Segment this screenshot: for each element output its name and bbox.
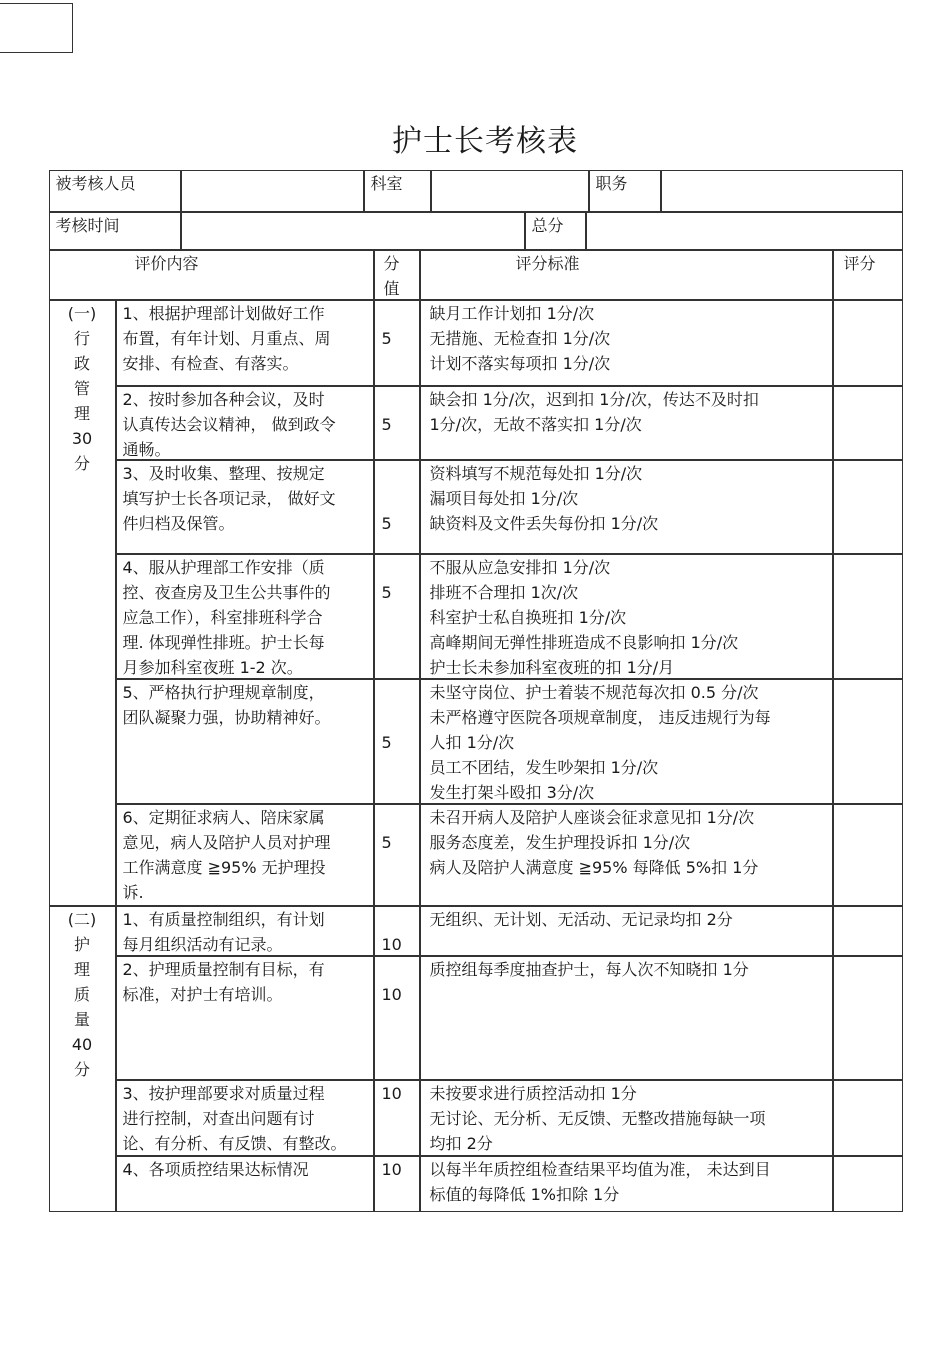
s1-item-6-criteria: 未召开病人及陪护人座谈会征求意见扣 1分/次 服务态度差，发生护理投诉扣 1分/次 病人及陪护人满意度 ≧95% 每降低 5%扣 1分 [420,804,833,906]
position-value[interactable] [661,170,903,212]
s1-item-2-content: 2、按时参加各种会议，及时 认真传达会议精神， 做到政令 通畅。 [116,386,374,460]
s2-item-4-points: 10 [374,1156,420,1212]
s2-item-2-score[interactable] [833,956,903,1080]
s2-item-4-score[interactable] [833,1156,903,1212]
section-2-label: (二) 护 理 质 量 40 分 [49,906,116,1212]
s1-item-1-criteria: 缺月工作计划扣 1分/次 无措施、无检查扣 1分/次 计划不落实每项扣 1分/次 [420,300,833,386]
s1-item-4-score[interactable] [833,554,903,679]
section-1-label: (一) 行 政 管 理 30 分 [49,300,116,906]
s1-item-1-content: 1、根据护理部计划做好工作 布置，有年计划、月重点、周 安排、有检查、有落实。 [116,300,374,386]
s2-item-2-points: 10 [374,956,420,1080]
s2-item-4-criteria: 以每半年质控组检查结果平均值为准， 未达到目 标值的每降低 1%扣除 1分 [420,1156,833,1212]
s2-item-3-criteria: 未按要求进行质控活动扣 1分 无讨论、无分析、无反馈、无整改措施每缺一项 均扣 2分 [420,1080,833,1156]
s2-item-3-content: 3、按护理部要求对质量过程 进行控制，对查出问题有讨 论、有分析、有反馈、有整改。 [116,1080,374,1156]
time-value[interactable] [181,212,525,250]
dept-label: 科室 [364,170,431,212]
page-title: 护士长考核表 [392,124,578,159]
s1-item-4-points: 5 [374,554,420,679]
s1-item-3-score[interactable] [833,460,903,554]
s2-item-4-content: 4、各项质控结果达标情况 [116,1156,374,1212]
s2-item-1-criteria: 无组织、无计划、无活动、无记录均扣 2分 [420,906,833,956]
corner-box [0,3,73,53]
time-label: 考核时间 [49,212,181,250]
s1-item-5-score[interactable] [833,679,903,804]
examinee-value[interactable] [181,170,364,212]
examinee-label: 被考核人员 [49,170,181,212]
s1-item-6-content: 6、定期征求病人、陪床家属 意见，病人及陪护人员对护理 工作满意度 ≧95% 无护理投 诉. [116,804,374,906]
s2-item-3-points: 10 [374,1080,420,1156]
s1-item-1-score[interactable] [833,300,903,386]
s2-item-2-content: 2、护理质量控制有目标，有 标准，对护士有培训。 [116,956,374,1080]
total-value[interactable] [586,212,903,250]
s1-item-2-score[interactable] [833,386,903,460]
total-label: 总分 [525,212,586,250]
s1-item-4-criteria: 不服从应急安排扣 1分/次 排班不合理扣 1次/次 科室护士私自换班扣 1分/次 高峰期间无弹性排班造成不良影响扣 1分/次 护士长未参加科室夜班的扣 1分/月 [420,554,833,679]
header-score: 评分 [833,250,903,300]
s1-item-3-points: 5 [374,460,420,554]
header-points: 分 值 [374,250,420,300]
s1-item-1-points: 5 [374,300,420,386]
s2-item-1-score[interactable] [833,906,903,956]
s1-item-3-content: 3、及时收集、整理、按规定 填写护士长各项记录， 做好文 件归档及保管。 [116,460,374,554]
s2-item-2-criteria: 质控组每季度抽查护士，每人次不知晓扣 1分 [420,956,833,1080]
dept-value[interactable] [431,170,589,212]
header-content: 评价内容 [49,250,374,300]
s1-item-4-content: 4、服从护理部工作安排（质 控、夜查房及卫生公共事件的 应急工作），科室排班科学合 理. 体现弹性排班。护士长每 月参加科室夜班 1-2 次。 [116,554,374,679]
s1-item-5-points: 5 [374,679,420,804]
s1-item-3-criteria: 资料填写不规范每处扣 1分/次 漏项目每处扣 1分/次 缺资料及文件丢失每份扣 1分/次 [420,460,833,554]
s1-item-2-points: 5 [374,386,420,460]
s2-item-3-score[interactable] [833,1080,903,1156]
s1-item-5-criteria: 未坚守岗位、护士着装不规范每次扣 0.5 分/次 未严格遵守医院各项规章制度， 违反违规行为每 人扣 1分/次 员工不团结，发生吵架扣 1分/次 发生打架斗殴扣 3分/次 [420,679,833,804]
s2-item-1-content: 1、有质量控制组织，有计划 每月组织活动有记录。 [116,906,374,956]
s1-item-6-score[interactable] [833,804,903,906]
s1-item-2-criteria: 缺会扣 1分/次，迟到扣 1分/次，传达不及时扣 1分/次，无故不落实扣 1分/次 [420,386,833,460]
s1-item-6-points: 5 [374,804,420,906]
s1-item-5-content: 5、严格执行护理规章制度， 团队凝聚力强，协助精神好。 [116,679,374,804]
header-criteria: 评分标准 [420,250,833,300]
s2-item-1-points: 10 [374,906,420,956]
position-label: 职务 [589,170,661,212]
